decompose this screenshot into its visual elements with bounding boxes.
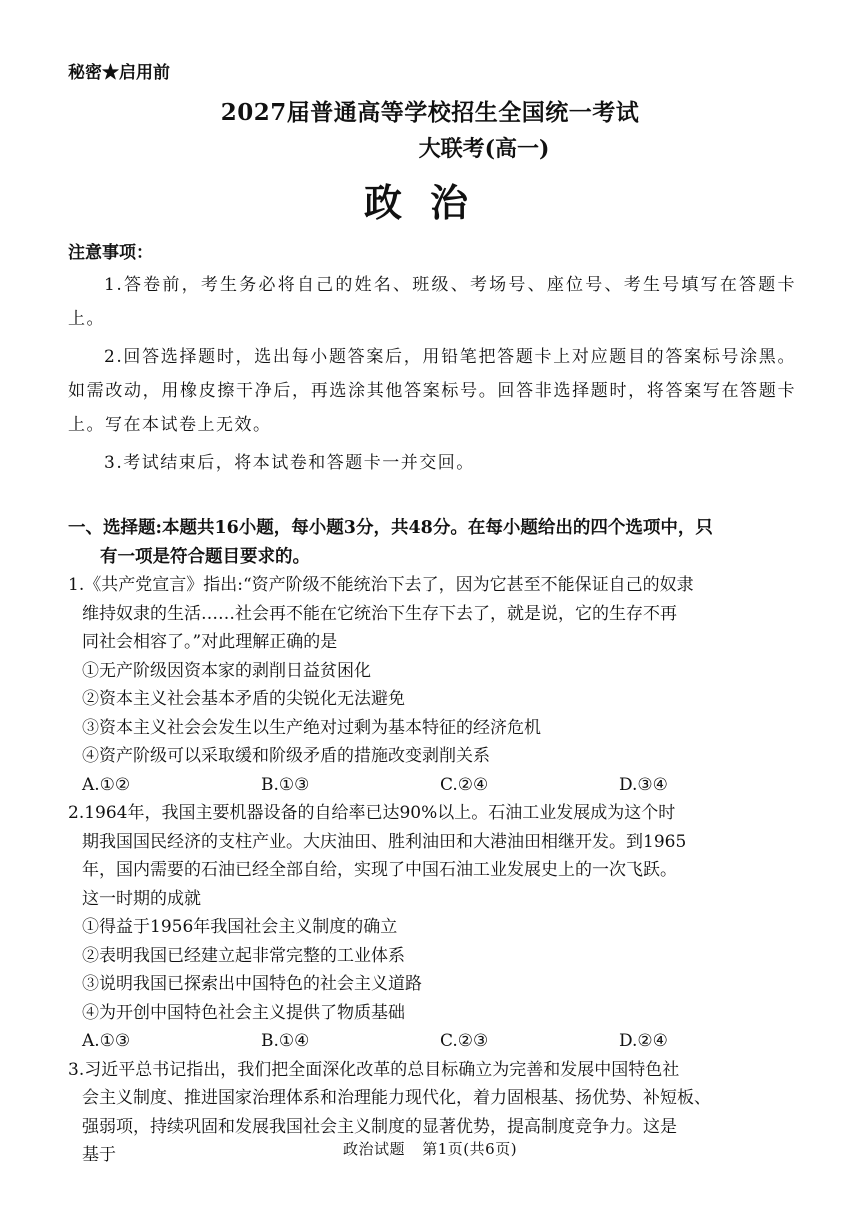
question-2 [68, 799, 798, 1056]
question-stem-line: 维持奴隶的生活……社会再不能在它统治下生存下去了，就是说，它的生存不再 [82, 603, 677, 624]
notice-list [68, 268, 796, 484]
choice-d: D.③④ [619, 774, 668, 795]
statement-option: ①得益于1956年我国社会主义制度的确立 [82, 917, 398, 937]
question-stem-line: 年，国内需要的石油已经全部自给，实现了中国石油工业发展史上的一次飞跃。 [82, 860, 677, 880]
notice-item: 1.答卷前，考生务必将自己的姓名、班级、考场号、座位号、考生号填写在答题卡上。 [68, 275, 796, 329]
exam-subtitle: 大联考(高一) [418, 136, 550, 162]
choice-b: B.①③ [261, 774, 310, 795]
footer-page-number: 第1页(共6页) [422, 1140, 518, 1158]
question-stem-line: 2.1964年，我国主要机器设备的自给率已达90%以上。石油工业发展成为这个时 [68, 803, 676, 823]
section-heading-line: 一、选择题:本题共16小题，每小题3分，共48分。在每小题给出的四个选项中，只 [68, 518, 713, 538]
question-stem-line: 基于 [82, 1145, 116, 1165]
question-1 [68, 571, 798, 799]
notice-heading: 注意事项： [68, 243, 153, 263]
subject-title: 政治 [363, 180, 496, 225]
question-stem-line: 同社会相容了。”对此理解正确的是 [82, 632, 338, 652]
statement-option: ①无产阶级因资本家的剥削日益贫困化 [82, 660, 371, 681]
notice-item: 3.考试结束后，将本试卷和答题卡一并交回。 [104, 453, 475, 473]
notice-item: 2.回答选择题时，选出每小题答案后，用铅笔把答题卡上对应题目的答案标号涂黑。如需改动，用橡皮擦干净后，再选涂其他答案标号。回答非选择题时，将答案写在答题卡上。写在本试卷上无效。 [68, 347, 796, 435]
choice-d: D.②④ [619, 1031, 668, 1051]
answer-choices [68, 1027, 798, 1056]
question-stem-line: 会主义制度、推进国家治理体系和治理能力现代化，着力固根基、扬优势、补短板、 [82, 1088, 711, 1108]
choice-b: B.①④ [261, 1031, 310, 1051]
answer-choices [68, 771, 798, 800]
statement-option: ②资本主义社会基本矛盾的尖锐化无法避免 [82, 689, 405, 709]
section-heading [68, 514, 798, 572]
question-stem-line: 3.习近平总书记指出，我们把全面深化改革的总目标确立为完善和发展中国特色社 [68, 1059, 680, 1080]
statement-option: ②表明我国已经建立起非常完整的工业体系 [82, 945, 405, 966]
statement-option: ③资本主义社会会发生以生产绝对过剩为基本特征的经济危机 [82, 717, 541, 738]
choice-c: C.②④ [440, 774, 489, 795]
section-heading-line: 有一项是符合题目要求的。 [100, 547, 310, 567]
question-stem-line: 强弱项，持续巩固和发展我国社会主义制度的显著优势，提高制度竞争力。这是 [82, 1116, 677, 1137]
statement-option: ③说明我国已探索出中国特色的社会主义道路 [82, 974, 422, 994]
confidential-label: 秘密★启用前 [68, 63, 170, 83]
question-stem-line: 这一时期的成就 [82, 888, 201, 909]
question-list [68, 571, 798, 1170]
question-stem-line: 1.《共产党宣言》指出:“资产阶级不能统治下去了，因为它甚至不能保证自己的奴隶 [68, 575, 694, 595]
footer-subject: 政治试题 [342, 1140, 405, 1158]
question-stem-line: 期我国国民经济的支柱产业。大庆油田、胜利油田和大港油田相继开发。到1965 [82, 831, 687, 852]
choice-a: A.①② [82, 774, 131, 795]
statement-option: ④资产阶级可以采取缓和阶级矛盾的措施改变剥削关系 [82, 746, 490, 766]
exam-title: 2027届普通高等学校招生全国统一考试 [220, 99, 640, 126]
page-footer [0, 1138, 860, 1159]
choice-a: A.①③ [82, 1031, 131, 1051]
statement-option: ④为开创中国特色社会主义提供了物质基础 [82, 1002, 405, 1023]
choice-c: C.②③ [440, 1031, 489, 1051]
